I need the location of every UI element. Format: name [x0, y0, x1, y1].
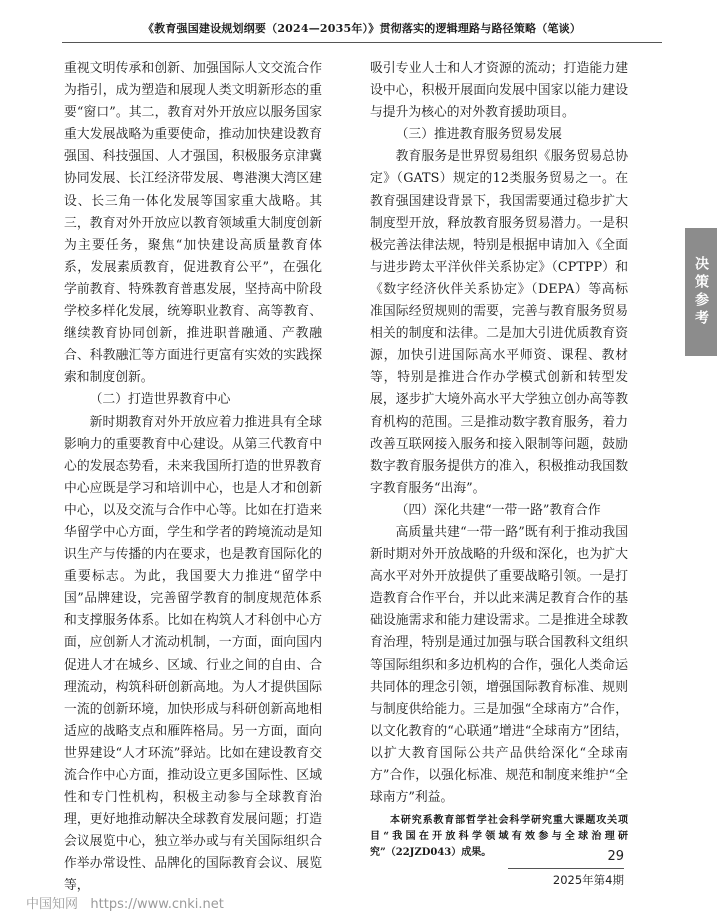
body-paragraph: 高质量共建“一带一路”既有利于推动我国新时期对外开放战略的升级和深化，也为扩大高水平对外开放提供了重要战略引领。一是打造教育合作平台，并以此来满足教育合作的基础设施需求和能力建设需求。二是推进全球教育治理，特别是通过加强与联合国教科文组织等国际组织和多边机构的合作，强化人类命运共同体的理念引领，增强国际教育标准、规则与制度供给能力。三是加强“全球南方”合作，以文化教育的“心联通”增进“全球南方”团结，以扩大教育国际公共产品供给深化“全球南方”合作，以强化标准、规范和制度来维护“全球南方”利益。 — [370, 524, 628, 806]
right-column — [370, 58, 628, 861]
running-header: 《教育强国建设规划纲要（2024—2035年）》贯彻落实的逻辑理路与路径策略（笔谈） — [142, 22, 582, 35]
cnki-watermark: 中国知网 https://www.cnki.net — [26, 897, 224, 912]
body-paragraph: 重视文明传承和创新、加强国际人文交流合作为指引，成为塑造和展现人类文明新形态的重要“窗口”。其二，教育对外开放应以服务国家重大发展战略为重要使命，推动加快建设教育强国、科技强国、人才强国，积极服务京津冀协同发展、长江经济带发展、粤港澳大湾区建设、长三角一体化发展等国家重大战略。其三，教育对外开放应以教育领域重大制度创新为主要任务，聚焦“加快建设高质量教育体系，发展素质教育，促进教育公平”，在强化学前教育、特殊教育普惠发展，坚持高中阶段学校多样化发展，统筹职业教育、高等教育、继续教育协同创新，推进职普融通、产教融合、科教融汇等方面进行更富有实效的实践探索和制度创新。 — [64, 61, 322, 386]
section-subheading: （二）打造世界教育中心 — [89, 392, 231, 408]
body-paragraph: 吸引专业人士和人才资源的流动；打造能力建设中心，积极开展面向发展中国家以能力建设与提升为核心的对外教育援助项目。 — [370, 61, 628, 121]
header-divider — [62, 42, 662, 43]
section-subheading: （四）深化共建“一带一路”教育合作 — [395, 502, 601, 518]
section-subheading: （三）推进教育服务贸易发展 — [395, 127, 562, 143]
body-paragraph: 教育服务是世界贸易组织《服务贸易总协定》（GATS）规定的12类服务贸易之一。在教育强国建设背景下，我国需要通过稳步扩大制度型开放，释放教育服务贸易潜力。一是积极完善法律法规，特别是根据申请加入《全面与进步跨太平洋伙伴关系协定》（CPTPP）和《数字经济伙伴关系协定》（DEPA）等高标准国际经贸规则的需要，完善与教育服务贸易相关的制度和法律。二是加大引进优质教育资源，加快引进国际高水平师资、课程、教材等，特别是推进合作办学模式创新和转型发展，逐步扩大境外高水平大学独立创办高等教育机构的范围。三是推动数字教育服务，着力改善互联网接入服务和接入限制等问题，鼓励数字教育服务提供方的准入，积极推动我国数字教育服务“出海”。 — [370, 149, 628, 496]
journal-issue: 2025年第4期 — [552, 873, 624, 887]
footer-divider — [508, 868, 624, 869]
section-side-tab: 决策参考 — [685, 228, 717, 356]
funding-note: 本研究系教育部哲学社会科学研究重大课题攻关项目“我国在开放科学领域有效参与全球治理研究”（22JZD043）成果。 — [370, 815, 628, 859]
left-column — [64, 58, 322, 898]
page-number: 29 — [607, 849, 624, 864]
body-paragraph: 新时期教育对外开放应着力推进具有全球影响力的重要教育中心建设。从第三代教育中心的发展态势看，未来我国所打造的世界教育中心应既是学习和培训中心，也是人才和创新中心，以及交流与合作中心等。比如在打造来华留学中心方面，学生和学者的跨境流动是知识生产与传播的内在要求，也是教育国际化的重要标志。为此，我国要大力推进“留学中国”品牌建设，完善留学教育的制度规范体系和支撑服务体系。比如在构筑人才科创中心方面，应创新人才流动机制，一方面，面向国内促进人才在城乡、区域、行业之间的自由、合理流动，构筑科研创新高地。为人才提供国际一流的创新环境，加快形成与科研创新高地相适应的战略支点和雁阵格局。另一方面，面向世界建设“人才环流”驿站。比如在建设教育交流合作中心方面，推动设立更多国际性、区域性和专门性机构，积极主动参与全球教育治理，更好地推动解决全球教育发展问题；打造会议展览中心，独立举办或与有关国际组织合作举办常设性、品牌化的国际教育会议、展览等， — [64, 414, 322, 894]
